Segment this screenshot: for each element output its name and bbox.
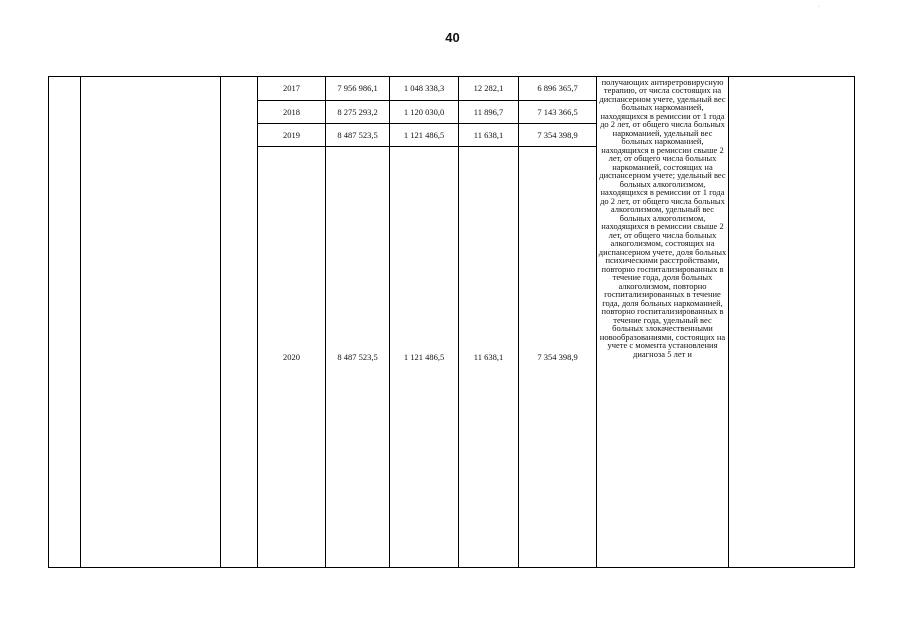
value-cell-3: 11 896,7	[459, 101, 519, 124]
year-cell: 2018	[258, 101, 326, 124]
value-cell-2: 1 120 030,0	[390, 101, 459, 124]
value-cell-2: 1 121 486,5	[390, 147, 459, 568]
scan-dot: ·	[818, 4, 820, 10]
table-row	[49, 77, 855, 101]
value-cell-2: 1 121 486,5	[390, 124, 459, 147]
value-cell-3: 12 282,1	[459, 77, 519, 101]
empty-cell-3	[221, 77, 258, 568]
indicator-description-cell	[597, 77, 729, 568]
value-cell-1: 8 487 523,5	[326, 124, 390, 147]
value-cell-4: 7 354 398,9	[519, 147, 597, 568]
year-cell: 2017	[258, 77, 326, 101]
indicator-description: получающих антиретровирусную терапию, от числа состоящих на диспансерном учете, удельный вес больных наркоманией, находящихся в ремиссии от 1 года до 2 лет, от общего числа больных наркоманией, удельный вес больных наркоманией, находящихся в ремиссии свыше 2 лет, от общего числа больных наркоманией, состоящих на диспансерном учете; удельный вес больных алкоголизмом, находящихся в ремиссии от 1 года до 2 лет, от общего числа больных алкоголизмом, удельный вес больных алкоголизмом, находящихся в ремиссии свыше 2 лет, от общего числа больных алкоголизмом, состоящих на диспансерном учете, доля больных психическими расстройствами, повторно госпитализированных в течение года, доля больных алкоголизмом, повторно госпитализированных в течение года, доля больных наркоманией, повторно госпитализированных в течение года, удельный вес больных злокачественными новообразованиями, состоящих на учете с момента установления диагноза 5 лет и	[598, 77, 727, 359]
value-cell-1: 8 487 523,5	[326, 147, 390, 568]
value-cell-4: 7 354 398,9	[519, 124, 597, 147]
value-cell-2: 1 048 338,3	[390, 77, 459, 101]
empty-cell-last	[729, 77, 855, 568]
page-number: 40	[445, 30, 460, 45]
value-cell-1: 8 275 293,2	[326, 101, 390, 124]
budget-table	[48, 76, 855, 568]
value-cell-3: 11 638,1	[459, 147, 519, 568]
value-cell-3: 11 638,1	[459, 124, 519, 147]
year-cell: 2019	[258, 124, 326, 147]
value-cell-4: 6 896 365,7	[519, 77, 597, 101]
value-cell-4: 7 143 366,5	[519, 101, 597, 124]
empty-cell-2	[81, 77, 221, 568]
empty-cell-1	[49, 77, 81, 568]
value-cell-1: 7 956 986,1	[326, 77, 390, 101]
year-cell: 2020	[258, 147, 326, 568]
